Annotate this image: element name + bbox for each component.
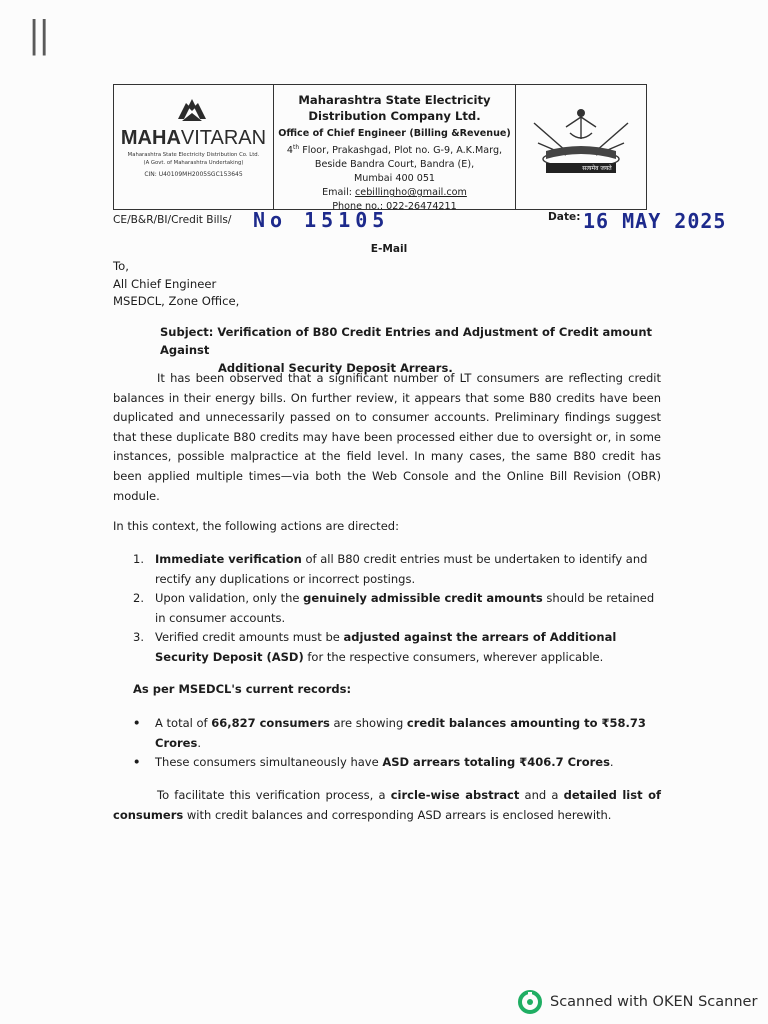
email-line: Email: cebillingho@gmail.com	[322, 187, 467, 199]
company-name-1: Maharashtra State Electricity	[298, 93, 491, 107]
logo-subtitle: Maharashtra State Electricity Distribution Co. Ltd.	[127, 152, 260, 158]
logo-govt-note: (A Govt. of Maharashtra Undertaking)	[143, 160, 244, 166]
email-link[interactable]: cebillingho@gmail.com	[355, 187, 467, 199]
salutation-to: To,	[113, 259, 129, 273]
action-list	[133, 550, 661, 668]
emblem-block	[516, 85, 646, 209]
records-heading: As per MSEDCL's current records:	[133, 682, 352, 696]
recipient-block	[113, 258, 239, 311]
logo-cin: CIN: U40109MH2005SGC153645	[144, 171, 243, 178]
scanner-label: Scanned with OKEN Scanner	[550, 994, 758, 1010]
reference-label: CE/B&R/BI/Credit Bills/	[113, 214, 232, 226]
state-emblem-icon	[516, 93, 646, 203]
phone-line: Phone no.: 022-26474211	[332, 201, 457, 213]
date-stamp: 16 MAY 2025	[583, 209, 727, 233]
mahavitaran-logo-icon	[172, 93, 212, 127]
list-item: • These consumers simultaneously have ASD arrears totaling ₹406.7 Crores.	[133, 755, 614, 770]
paragraph-observation: It has been observed that a significant number of LT consumers are reflecting credit balances in their energy bills. On further review, it appears that some B80 credits have been duplicated and unnecessarily passed on to consumer accounts. Preliminary findings suggest that these duplicate B80 credits may have been processed either due to oversight or, in some instances, possible malpractice at the field level. In many cases, the same B80 credit has been applied multiple times—via both the Web Console and the Online Bill Revision (OBR) module.	[113, 371, 661, 503]
letterhead	[113, 84, 647, 213]
dispatch-mode: E-Mail	[370, 243, 408, 255]
subject-line-2: Additional Security Deposit Arrears.	[218, 361, 453, 375]
emblem-caption: सत्यमेव जयते	[582, 165, 612, 172]
reference-number-stamp: No 15105	[253, 208, 390, 232]
office-name: Office of Chief Engineer (Billing &Revenue)	[278, 128, 511, 139]
paragraph-enclosure: To facilitate this verification process, a circle-wise abstract and a detailed list of consumers with credit balances and corresponding ASD arrears is enclosed herewith.	[113, 788, 662, 822]
company-name-2: Distribution Company Ltd.	[308, 109, 481, 123]
date-label: Date:	[548, 211, 581, 223]
list-item: 3. Verified credit amounts must be adjusted against the arrears of Additional Security Deposit (ASD) for the respective consumers, wherever applicable.	[133, 630, 617, 664]
subject-line-1: Subject: Verification of B80 Credit Entries and Adjustment of Credit amount Against	[160, 325, 653, 357]
address-line-1: 4th Floor, Prakashgad, Plot no. G-9, A.K.Marg,	[286, 144, 503, 157]
company-details	[274, 85, 516, 213]
oken-scanner-logo-icon	[518, 990, 542, 1014]
list-item: • A total of 66,827 consumers are showing credit balances amounting to ₹58.73 Crores.	[133, 716, 646, 750]
address-line-3: Mumbai 400 051	[353, 173, 436, 185]
logo-wordmark: MAHAVITARAN	[120, 127, 267, 149]
address-line-2: Beside Bandra Court, Bandra (E),	[314, 159, 475, 171]
paragraph-directives: In this context, the following actions are directed:	[113, 519, 399, 533]
list-item: 2. Upon validation, only the genuinely admissible credit amounts should be retained in consumer accounts.	[133, 591, 655, 625]
mahavitaran-logo-block	[114, 85, 274, 209]
recipient-line-2: MSEDCL, Zone Office,	[113, 294, 240, 308]
scanner-watermark	[518, 990, 757, 1014]
handwritten-mark: ||	[28, 15, 49, 56]
records-list	[133, 714, 661, 773]
recipient-line-1: All Chief Engineer	[113, 276, 217, 291]
list-item: 1. Immediate verification of all B80 credit entries must be undertaken to identify and rectify any duplications or incorrect postings.	[133, 552, 648, 586]
